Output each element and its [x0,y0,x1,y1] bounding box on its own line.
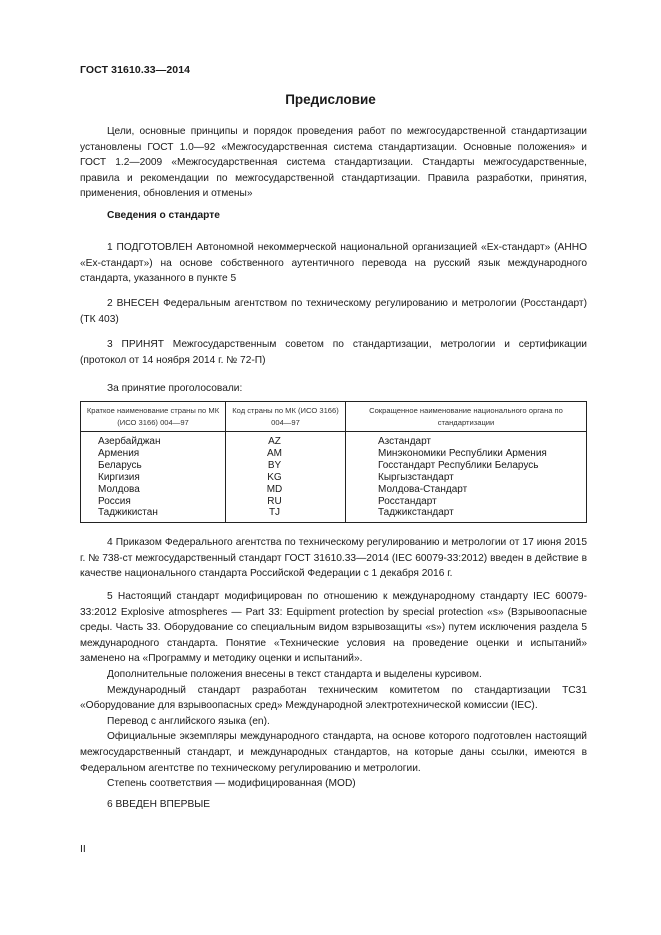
code-cell: BY [226,460,346,472]
table-row [81,432,587,448]
table-header-code: Код страны по МК (ИСО 3166) 004—97 [226,402,346,432]
body-cell: Кыргызстандарт [346,472,587,484]
body-cell: Таджикстандарт [346,507,587,522]
body-cell: Азстандарт [346,432,587,448]
table-row [81,448,587,460]
item-3 [80,337,587,368]
body-cell: Госстандарт Республики Беларусь [346,460,587,472]
country-cell: Азербайджан [81,432,226,448]
code-cell: RU [226,496,346,508]
table-header-body: Сокращенное наименование национального органа по стандартизации [346,402,587,432]
item-6-text: 6 ВВЕДЕН ВПЕРВЫЕ [107,799,211,810]
country-cell: Россия [81,496,226,508]
item-4-text: 4 Приказом Федерального агентства по техническому регулированию и метрологии от 17 июня 2015 г. № 738-ст межгосударственный стандарт ГОСТ 31610.33—2014 (IEC 60079-33:2012) введен в действие в качестве национального стандарта Российской Федерации с 1 декабря 2016 г. [80,537,587,580]
code-cell: TJ [226,507,346,522]
intro-text: Цели, основные принципы и порядок проведения работ по межгосударственной стандартизации установлены ГОСТ 1.0—92 «Межгосударственная система стандартизации. Основные положения» и ГОСТ 1.2—2009 «Межгосударственная система стандартизации. Стандарты межгосударственные, правила и рекомендации по межгосударственной стандартизации. Правила разработки, принятия, применения, обновления и отмены» [80,126,587,200]
item-5-conformity: Степень соответствия — модифицированная (MOD) [107,778,356,790]
item-5-italic-note: Дополнительные положения внесены в текст стандарта и выделены курсивом. [107,668,482,680]
code-cell: KG [226,472,346,484]
country-cell: Молдова [81,484,226,496]
table-row [81,472,587,484]
item-5-translation: Перевод с английского языка (en). [107,715,270,727]
item-5-text: 5 Настоящий стандарт модифицирован по отношению к международному стандарту IEC 60079-33:2012 Explosive atmospheres — Part 33: Equipment protection by special protection «s» (Взрывоопасные среды. Часть 33. Оборудование со специальным видом взрывозащиты «s») путем исключения раздела 5 международного стандарта. Понятие «Технические условия на проведение оценки и испытаний» заменено на «Программу и методику оценки и испытаний». [80,591,587,665]
country-cell: Таджикистан [81,507,226,522]
item-6 [80,797,587,813]
item-2 [80,296,587,327]
code-cell: AM [226,448,346,460]
country-cell: Армения [81,448,226,460]
table-row [81,460,587,472]
vote-intro-text: За принятие проголосовали: [107,383,243,394]
table-row [81,496,587,508]
body-cell: Молдова-Стандарт [346,484,587,496]
section-subtitle: Сведения о стандарте [107,210,220,221]
item-4 [80,535,587,582]
item-5 [80,589,587,792]
table-header-row [81,402,587,432]
code-cell: AZ [226,432,346,448]
table-header-country: Краткое наименование страны по МК (ИСО 3166) 004—97 [81,402,226,432]
item-5-official-copies: Официальные экземпляры международного стандарта, на основе которого подготовлен настоящий межгосударственный стандарт, и международных стандартов, на которые даны ссылки, имеются в Федеральном агентстве по техническому регулированию и метрологии. [80,731,587,774]
country-cell: Беларусь [81,460,226,472]
document-code: ГОСТ 31610.33—2014 [80,64,191,76]
table-row [81,484,587,496]
page-number: II [80,843,86,855]
item-1 [80,240,587,287]
item-5-committee: Международный стандарт разработан техническим комитетом по стандартизации ТС31 «Оборудование для взрывоопасных сред» Международной электротехнической комиссии (IEC). [80,684,587,712]
vote-intro [80,381,587,397]
item-3-text: 3 ПРИНЯТ Межгосударственным советом по стандартизации, метрологии и сертификации (протокол от 14 ноября 2014 г. № 72-П) [80,339,587,366]
item-2-text: 2 ВНЕСЕН Федеральным агентством по техническому регулированию и метрологии (Росстандарт) (ТК 403) [80,298,587,325]
page-title: Предисловие [285,92,376,107]
country-cell: Киргизия [81,472,226,484]
intro-paragraph [80,124,587,202]
body-cell: Минэкономики Республики Армения [346,448,587,460]
code-cell: MD [226,484,346,496]
item-1-text: 1 ПОДГОТОВЛЕН Автономной некоммерческой национальной организацией «Ex-стандарт» (АННО «Ex-стандарт») на основе собственного аутентичного перевода на русский язык международного стандарта, указанного в пункте 5 [80,242,587,285]
table-row [81,507,587,522]
body-cell: Росстандарт [346,496,587,508]
voting-table [80,401,587,523]
